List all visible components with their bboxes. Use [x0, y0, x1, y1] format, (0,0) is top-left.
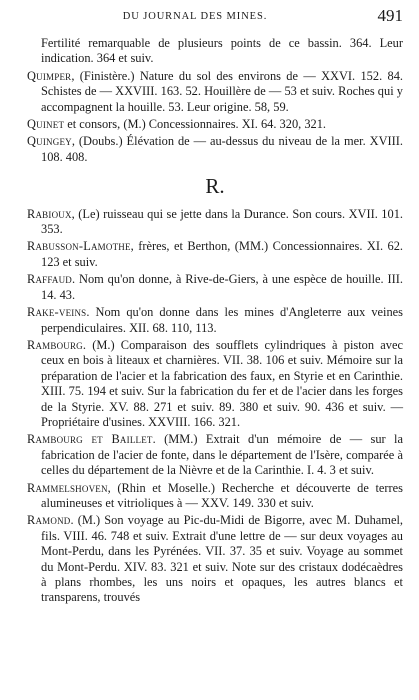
entry-text: , (Finistère.) Nature du sol des environs de — XXVI. 152. 84. Schistes de — XXVIII. 163. 52. Houillère de — 53 et suiv. Roches qui y accompagnent la houille. 53. Leur origine. 58, 59.	[41, 68, 403, 114]
running-head: DU JOURNAL DES MINES.	[122, 11, 268, 22]
index-entry	[27, 305, 403, 336]
entry-text: et consors, (M.) Concessionnaires. XI. 64. 320, 321.	[64, 117, 327, 132]
index-entry	[27, 338, 403, 430]
index-entry	[27, 207, 403, 238]
entry-text: . (M.) Son voyage au Pic-du-Midi de Bigorre, avec M. Duhamel, fils. VIII. 46. 748 et suiv. Extrait d'une lettre de — sur deux voyages au Mont-Perdu, dans les Pyrénées. VII. 37. 35 et suiv. Voyage au sommet du Mont-Perdu. XIV. 83. 321 et suiv. Note sur des cristaux dodécaèdres à plans rhombes, les uns noirs et opaques, les autres blancs et transparens, trouvés	[41, 513, 403, 605]
entry-headword: Quinet	[27, 117, 65, 132]
entry-headword: Rammelshoven	[27, 480, 108, 495]
index-entry	[27, 117, 403, 132]
index-entry	[27, 272, 403, 303]
entry-headword: Quingey	[27, 134, 72, 149]
entry-text: , (Le) ruisseau qui se jette dans la Durance. Son cours. XVII. 101. 353.	[41, 206, 403, 237]
entry-headword: Quimper	[27, 68, 72, 83]
entry-headword: Raffaud	[27, 272, 73, 287]
index-entry	[27, 69, 403, 115]
entry-text: . Nom qu'on donne, à Rive-de-Giers, à une espèce de houille. III. 14. 43.	[41, 272, 403, 302]
entry-text: . (MM.) Extrait d'un mémoire de — sur la fabrication de l'acier de fonte, dans le département de l'Isère, comparée à celles du département de la Nièvre et de la Carinthie. I. 4. 3 et suiv.	[41, 432, 403, 478]
entry-headword: Rambourg et Baillet	[27, 432, 153, 447]
entry-headword: Rake-veins	[27, 305, 87, 320]
entry-headword: Rabioux	[27, 206, 72, 221]
page-number: 491	[377, 6, 403, 25]
entry-headword: Ramond	[27, 513, 71, 528]
section-letter: R.	[205, 174, 225, 199]
entry-text: , (Doubs.) Élévation de — au-dessus du niveau de la mer. XVIII. 108. 408.	[41, 134, 403, 164]
index-entries	[27, 36, 403, 606]
index-entry	[27, 36, 403, 67]
entry-headword: Rambourg	[27, 337, 83, 352]
entry-text: , (Rhin et Moselle.) Recherche et découverte de terres alumineuses et vitrioliques à — XXV. 149. 330 et suiv.	[41, 480, 403, 510]
index-entry	[27, 432, 403, 478]
entry-text: Fertilité remarquable de plusieurs points de ce bassin. 364. Leur indication. 364 et suiv.	[41, 36, 403, 66]
entry-text: . Nom qu'on donne dans les mines d'Angleterre aux veines perpendiculaires. XII. 68. 110, 113.	[41, 305, 403, 335]
index-entry	[27, 481, 403, 512]
entry-text: . (M.) Comparaison des soufflets cylindriques à piston avec ceux en bois à liteaux et charnières. VII. 38. 106 et suiv. Mémoire sur la préparation de l'acier et la fabrication des faux, en Styrie et en Carinthie. XIII. 75. 194 et suiv. Sur la fabrication du fer et de l'acier dans les forges de la Styrie. XV. 88. 271 et suiv. 89. 380 et suiv. 90. 436 et suiv. — Propriétaire d'usines. XXVIII. 166. 321.	[41, 337, 403, 429]
entry-text: , frères, et Berthon, (MM.) Concessionnaires. XI. 62. 123 et suiv.	[41, 239, 403, 269]
index-entry	[27, 134, 403, 165]
index-entry	[27, 239, 403, 270]
entry-headword: Rabusson-Lamothe	[27, 239, 131, 254]
index-entry	[27, 513, 403, 605]
page-header	[27, 8, 403, 30]
